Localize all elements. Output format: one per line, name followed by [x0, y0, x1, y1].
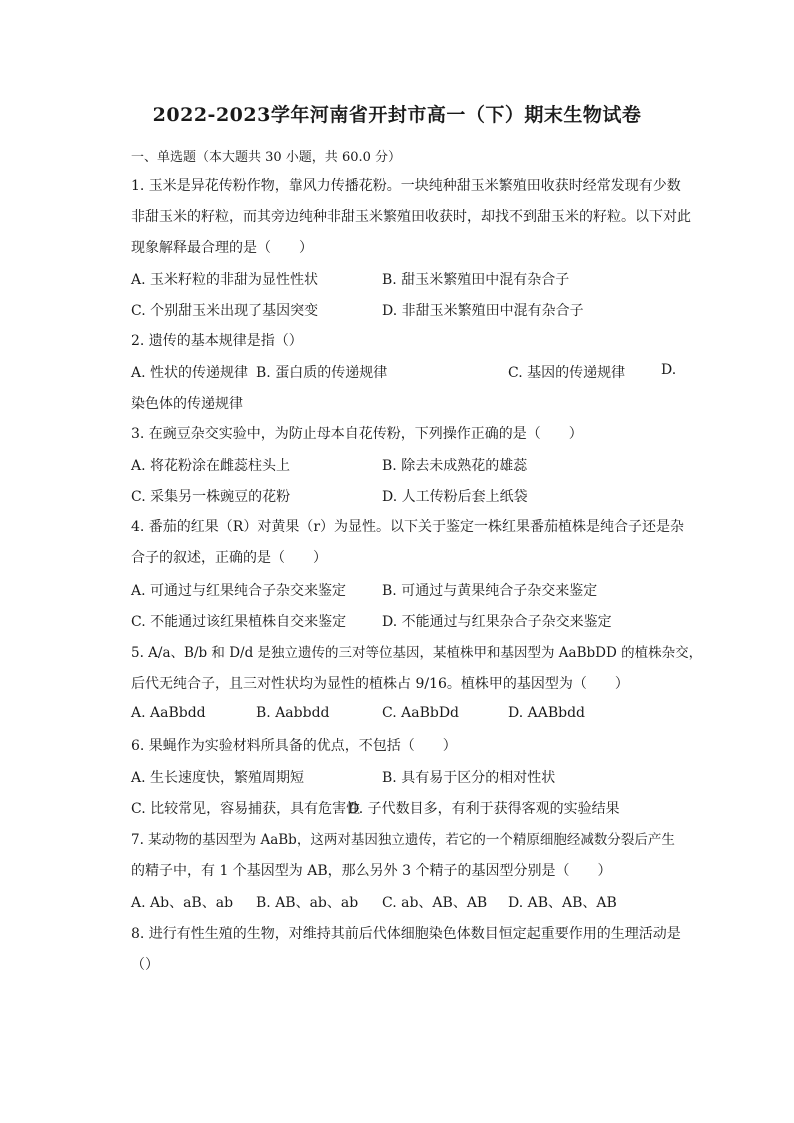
question-8-line-1: 8. 进行有性生殖的生物，对维持其前后代体细胞染色体数目恒定起重要作用的生理活动是 — [131, 926, 681, 942]
question-8-line-2: （） — [131, 957, 159, 973]
question-4-option-b[interactable]: B. 可通过与黄果纯合子杂交来鉴定 — [382, 583, 598, 599]
question-3-option-d[interactable]: D. 人工传粉后套上纸袋 — [382, 489, 528, 505]
question-3-option-a[interactable]: A. 将花粉涂在雌蕊柱头上 — [131, 458, 291, 474]
question-7-option-d[interactable]: D. AB、AB、AB — [508, 895, 617, 911]
question-1-option-d[interactable]: D. 非甜玉米繁殖田中混有杂合子 — [382, 303, 584, 319]
question-6-line-1: 6. 果蝇作为实验材料所具备的优点，不包括（ ） — [131, 738, 457, 754]
question-3-option-c[interactable]: C. 采集另一株豌豆的花粉 — [131, 489, 291, 505]
question-5-option-d[interactable]: D. AABbdd — [508, 705, 586, 721]
question-1-option-a[interactable]: A. 玉米籽粒的非甜为显性性状 — [131, 272, 319, 288]
question-5-line-1: 5. A/a、B/b 和 D/d 是独立遗传的三对等位基因，某植株甲和基因型为 AaBbDD 的植株杂交， — [131, 645, 703, 661]
question-4-option-d[interactable]: D. 不能通过与红果杂合子杂交来鉴定 — [382, 614, 612, 630]
question-7-line-2: 的精子中，有 1 个基因型为 AB，那么另外 3 个精子的基因型分别是（ ） — [131, 863, 612, 879]
question-6-option-d[interactable]: D. 子代数目多，有利于获得客观的实验结果 — [348, 801, 620, 817]
question-5-option-b[interactable]: B. Aabbdd — [256, 705, 330, 721]
question-5-option-c[interactable]: C. AaBbDd — [382, 705, 460, 721]
question-7-option-a[interactable]: A. Ab、aB、ab — [131, 895, 234, 911]
question-5-line-2: 后代无纯合子，且三对性状均为显性的植株占 9/16。植株甲的基因型为（ ） — [131, 676, 629, 692]
question-4-option-c[interactable]: C. 不能通过该红果植株自交来鉴定 — [131, 614, 347, 630]
question-2-option-d[interactable]: D. — [661, 362, 677, 378]
question-2-option-c[interactable]: C. 基因的传递规律 — [508, 365, 626, 381]
question-4-line-1: 4. 番茄的红果（R）对黄果（r）为显性。以下关于鉴定一株红果番茄植株是纯合子还是杂 — [131, 519, 685, 535]
question-2-option-a[interactable]: A. 性状的传递规律 — [131, 365, 249, 381]
question-1-option-c[interactable]: C. 个别甜玉米出现了基因突变 — [131, 303, 319, 319]
question-7-option-c[interactable]: C. ab、AB、AB — [382, 895, 488, 911]
question-3-option-b[interactable]: B. 除去未成熟花的雄蕊 — [382, 458, 528, 474]
question-6-option-c[interactable]: C. 比较常见，容易捕获，具有危害性 — [131, 801, 361, 817]
question-2-option-b[interactable]: B. 蛋白质的传递规律 — [256, 365, 388, 381]
question-3-line-1: 3. 在豌豆杂交实验中，为防止母本自花传粉，下列操作正确的是（ ） — [131, 426, 583, 442]
section-heading: 一、单选题（本大题共 30 小题，共 60.0 分） — [131, 150, 402, 165]
question-1-line-3: 现象解释最合理的是（ ） — [131, 240, 313, 256]
question-6-option-b[interactable]: B. 具有易于区分的相对性状 — [382, 770, 556, 786]
question-7-option-b[interactable]: B. AB、ab、ab — [256, 895, 359, 911]
question-4-option-a[interactable]: A. 可通过与红果纯合子杂交来鉴定 — [131, 583, 347, 599]
question-1-option-b[interactable]: B. 甜玉米繁殖田中混有杂合子 — [382, 272, 570, 288]
question-1-line-2: 非甜玉米的籽粒，而其旁边纯种非甜玉米繁殖田收获时，却找不到甜玉米的籽粒。以下对此 — [131, 209, 691, 225]
question-4-line-2: 合子的叙述，正确的是（ ） — [131, 550, 327, 566]
page-title: 2022-2023学年河南省开封市高一（下）期末生物试卷 — [152, 104, 642, 126]
question-6-option-a[interactable]: A. 生长速度快，繁殖周期短 — [131, 770, 305, 786]
question-5-option-a[interactable]: A. AaBbdd — [131, 705, 206, 721]
question-2-line-1: 2. 遗传的基本规律是指（） — [131, 333, 303, 349]
question-7-line-1: 7. 某动物的基因型为 AaBb，这两对基因独立遗传，若它的一个精原细胞经减数分裂后产生 — [131, 832, 675, 848]
question-2-option-d-text[interactable]: 染色体的传递规律 — [131, 396, 243, 412]
question-1-line-1: 1. 玉米是异花传粉作物，靠风力传播花粉。一块纯种甜玉米繁殖田收获时经常发现有少数 — [131, 178, 681, 194]
